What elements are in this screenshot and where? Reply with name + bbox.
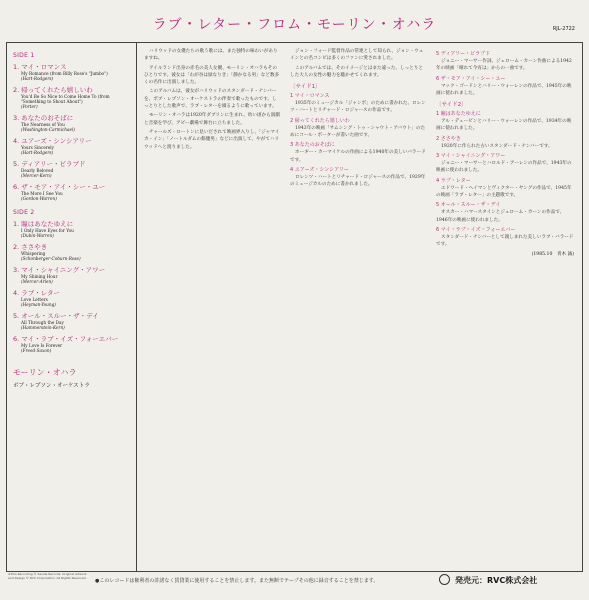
catalog-number: RJL-2722	[552, 26, 575, 32]
song-note-text: アル・デュービンとハリー・ウォーレンの作品で、1934年の映画に使われました。	[436, 119, 572, 132]
track-title	[13, 182, 133, 191]
track-english-title: Love Letters	[21, 297, 48, 302]
track-english-title: My Love Is Forever	[21, 343, 63, 348]
song-note-text: ホーギー・カーマイケルの作曲による1940年の美しいバラードです。	[290, 150, 426, 163]
track-credit: (Hart-Rodgers)	[21, 150, 54, 155]
track-title-text: マイ・シャイニング・アワー	[21, 266, 106, 274]
track-english-title: All Through the Day	[21, 320, 64, 325]
song-note-text: ジョニー・マーサー作詞、ジェローム・カーン作曲による1942年の映画「晴れて今宵は」からの一曲です。	[436, 59, 572, 72]
copyright-fine-print: ※This Recording © Saville Records. Original Artwork and Design © RVC Corporation. All Rights Reserved.	[8, 572, 87, 580]
side2-notes-heading: 〔サイド2〕	[436, 102, 467, 109]
track-item	[13, 85, 133, 109]
track-credit: (Hart-Rodgers)	[21, 76, 54, 81]
track-item	[13, 136, 133, 155]
song-note-title: 3 マイ・シャイニング・アワー	[436, 153, 506, 160]
liner-notes	[142, 48, 576, 568]
track-number: 6.	[13, 183, 20, 191]
column-divider	[136, 42, 137, 572]
track-title	[13, 159, 133, 168]
track-item	[13, 62, 133, 81]
song-note-title: 1 マイ・ロマンス	[290, 93, 330, 100]
track-english-title: You'd Be So Nice to Come Home To (from "Something to Shout About")	[21, 94, 110, 104]
song-note-title: 2 帰ってくれたら嬉しいわ	[290, 117, 350, 124]
track-item	[13, 113, 133, 132]
track-title	[13, 265, 133, 274]
label-mark-icon	[439, 574, 450, 585]
song-note-title: 6 ザ・モア・アイ・シー・ユー	[436, 75, 506, 82]
liner-column-3	[436, 48, 574, 563]
track-credit: (Mercer-Arlen)	[21, 279, 53, 284]
liner-column-1	[144, 48, 280, 563]
track-credit: (Heyman-Young)	[21, 302, 56, 307]
track-credit: (Schonberger-Coburn-Rose)	[21, 256, 81, 261]
track-credit: (Mercer-Kern)	[21, 173, 52, 178]
track-title	[13, 113, 133, 122]
track-item	[13, 159, 133, 178]
liner-paragraph: ジョン・フォード監督作品の常連として知られ、ジョン・ウェインとの名コンビは多くのファンに愛されました。	[290, 49, 424, 62]
track-english-title: My Shining Hour	[21, 274, 58, 279]
song-note-text: ロレンツ・ハートとリチャード・ロジャースの作品で、1929年のミュージカルのために書かれました。	[290, 174, 426, 188]
song-note-title: 3 あなたのおそばに	[290, 142, 335, 149]
song-note-text: 1935年のミュージカル「ジャンボ」のために書かれた、ロレンツ・ハートとリチャード・ロジャースの作品です。	[290, 101, 426, 114]
album-title: ラブ・レター・フロム・モーリン・オハラ	[152, 17, 437, 33]
liner-paragraph: このアルバムは、彼女がハリウッドのスタンダード・ナンバーを、ボブ・レプソン・オーケストラの伴奏で歌ったものです。しっとりとした歌声で、ラブ・レターを綴るように歌っています。	[144, 89, 277, 110]
track-item	[13, 242, 133, 261]
song-note-text: ジョニー・マーサーとハロルド・アーレンの作品で、1943年の映画に使われました。	[436, 161, 572, 174]
track-number: 1.	[13, 220, 20, 228]
side1-notes-heading: 〔サイド1〕	[290, 84, 321, 91]
track-number: 2.	[13, 243, 20, 251]
track-title-text: マイ・ラブ・イズ・フォーエバー	[21, 335, 119, 343]
track-number: 5.	[13, 160, 20, 168]
track-number: 4.	[13, 289, 20, 297]
track-title	[13, 288, 133, 297]
track-english-title: Whispering	[21, 251, 46, 256]
track-title-text: あなたのおそばに	[21, 114, 74, 122]
song-note-title: 5 オール・スルー・ザ・デイ	[436, 202, 501, 209]
track-title	[13, 219, 133, 228]
song-note-title: 1 瞳はあなたゆえに	[436, 111, 481, 118]
song-note-title: 2 ささやき	[436, 135, 461, 142]
track-item	[13, 265, 133, 284]
song-note-title: 4 ラブ・レター	[436, 177, 471, 184]
track-title	[13, 334, 133, 343]
song-note-text: 1943年の映画「サムシング・トゥ・シャウト・アバウト」のためにコール・ポーターが書いた曲です。	[290, 125, 426, 139]
track-credit: (Dubin-Warren)	[21, 233, 54, 238]
track-title	[13, 242, 133, 251]
liner-column-2	[290, 48, 426, 563]
rental-notice: ●このレコードは権利者の許諾なく賃貸業に使用することを禁止します。また無断でテープその他に録音することを禁じます。	[95, 578, 379, 584]
track-english-title: My Romance (from Billy Rose's "Jumbo")	[21, 71, 108, 76]
track-number: 2.	[13, 86, 20, 94]
track-number: 3.	[13, 114, 20, 122]
song-note-title: 5 ディアリー・ビラブド	[436, 51, 491, 57]
track-title-text: オール・スルー・ザ・デイ	[21, 312, 99, 320]
side1-label: SIDE 1	[13, 52, 35, 59]
artist-name: モーリン・オハラ	[13, 368, 77, 377]
track-credit: (Washington-Carmichael)	[21, 127, 75, 132]
song-note-title: 6 マイ・ラブ・イズ・フォーエバー	[436, 226, 516, 233]
track-title-text: ザ・モア・アイ・シー・ユー	[21, 183, 106, 191]
track-title-text: 瞳はあなたゆえに	[21, 220, 74, 228]
track-title-text: ささやき	[21, 243, 48, 251]
track-number: 5.	[13, 312, 20, 320]
liner-paragraph: アイルランド出身の赤毛の美人女優、モーリン・オハラもそのひとりです。彼女は「わが谷は緑なりき」「静かなる男」など数多くの名作に出演しました。	[144, 65, 280, 86]
distributor: 発売元：RVC株式会社	[455, 576, 538, 585]
track-number: 4.	[13, 137, 20, 145]
tracklist	[13, 48, 133, 389]
track-english-title: Dearly Beloved	[21, 168, 54, 173]
track-number: 3.	[13, 266, 20, 274]
track-english-title: The More I See You	[21, 191, 63, 196]
track-title-text: 帰ってくれたら嬉しいわ	[21, 86, 93, 94]
song-note-text: マック・ゴードンとハリー・ウォーレンの作品で、1945年の映画に使われました。	[436, 83, 572, 96]
track-title	[13, 62, 133, 71]
liner-paragraph: このアルバムでは、そのイメージとはまた違った、しっとりとした大人の女性の魅力を聴かせてくれます。	[290, 65, 423, 78]
track-english-title: I Only Have Eyes for You	[21, 228, 74, 233]
orchestra-name: ボブ・レプソン・オーケストラ	[13, 383, 90, 389]
track-item	[13, 219, 133, 238]
liner-paragraph: チャールズ・ロートンに見いだされて映画界入りし、「ジャマイカ・イン」「ノートルダムの傴僂男」などに出演して、やがてハリウッドへと渡りました。	[144, 129, 280, 150]
track-number: 1.	[13, 63, 20, 71]
track-english-title: Yours Sincerely	[21, 145, 55, 150]
song-note-title: 4 ユアーズ・シンシアリー	[290, 166, 349, 173]
track-credit: (Porter)	[21, 104, 38, 109]
song-note-text: スタンダード・ナンバーとして親しまれた美しいラブ・バラードです。	[436, 234, 574, 248]
song-note-text: オスカー・ハマースタインとジェローム・カーンの作品で、1946年の映画に使われました。	[436, 210, 565, 223]
track-title-text: ユアーズ・シンシアリー	[21, 137, 92, 145]
track-english-title: The Nearness of You	[21, 122, 65, 127]
song-note-text: エドワード・ヘイマンとヴィクター・ヤングの作品で、1945年の映画「ラブ・レター」の主題歌です。	[436, 185, 572, 198]
track-credit: (Freed-Saxon)	[21, 348, 52, 353]
track-title-text: ディアリー・ビラブド	[21, 160, 86, 168]
track-title	[13, 311, 133, 320]
song-note-text: 1920年に作られた古いスタンダード・ナンバーです。	[441, 143, 553, 149]
side2-label: SIDE 2	[13, 209, 35, 216]
track-title	[13, 136, 133, 145]
track-number: 6.	[13, 335, 20, 343]
track-title	[13, 85, 133, 94]
track-item	[13, 182, 133, 201]
liner-paragraph: モーリン・オハラは1920年ダブリンに生まれ、幼い頃から演劇と音楽を学び、アビー劇場で舞台に立ちました。	[144, 113, 280, 126]
track-credit: (Hammerstein-Kern)	[21, 325, 65, 330]
writer-signature: (1985.10 青木 誠)	[531, 252, 574, 258]
track-credit: (Gordon-Warren)	[21, 196, 57, 201]
track-item	[13, 311, 133, 330]
liner-paragraph: ハリウッドの女優たちの歌う歌には、また独特の味わいがありますね。	[144, 49, 278, 62]
track-title-text: ラブ・レター	[21, 289, 61, 297]
track-item	[13, 334, 133, 353]
track-item	[13, 288, 133, 307]
track-title-text: マイ・ロマンス	[21, 63, 67, 71]
